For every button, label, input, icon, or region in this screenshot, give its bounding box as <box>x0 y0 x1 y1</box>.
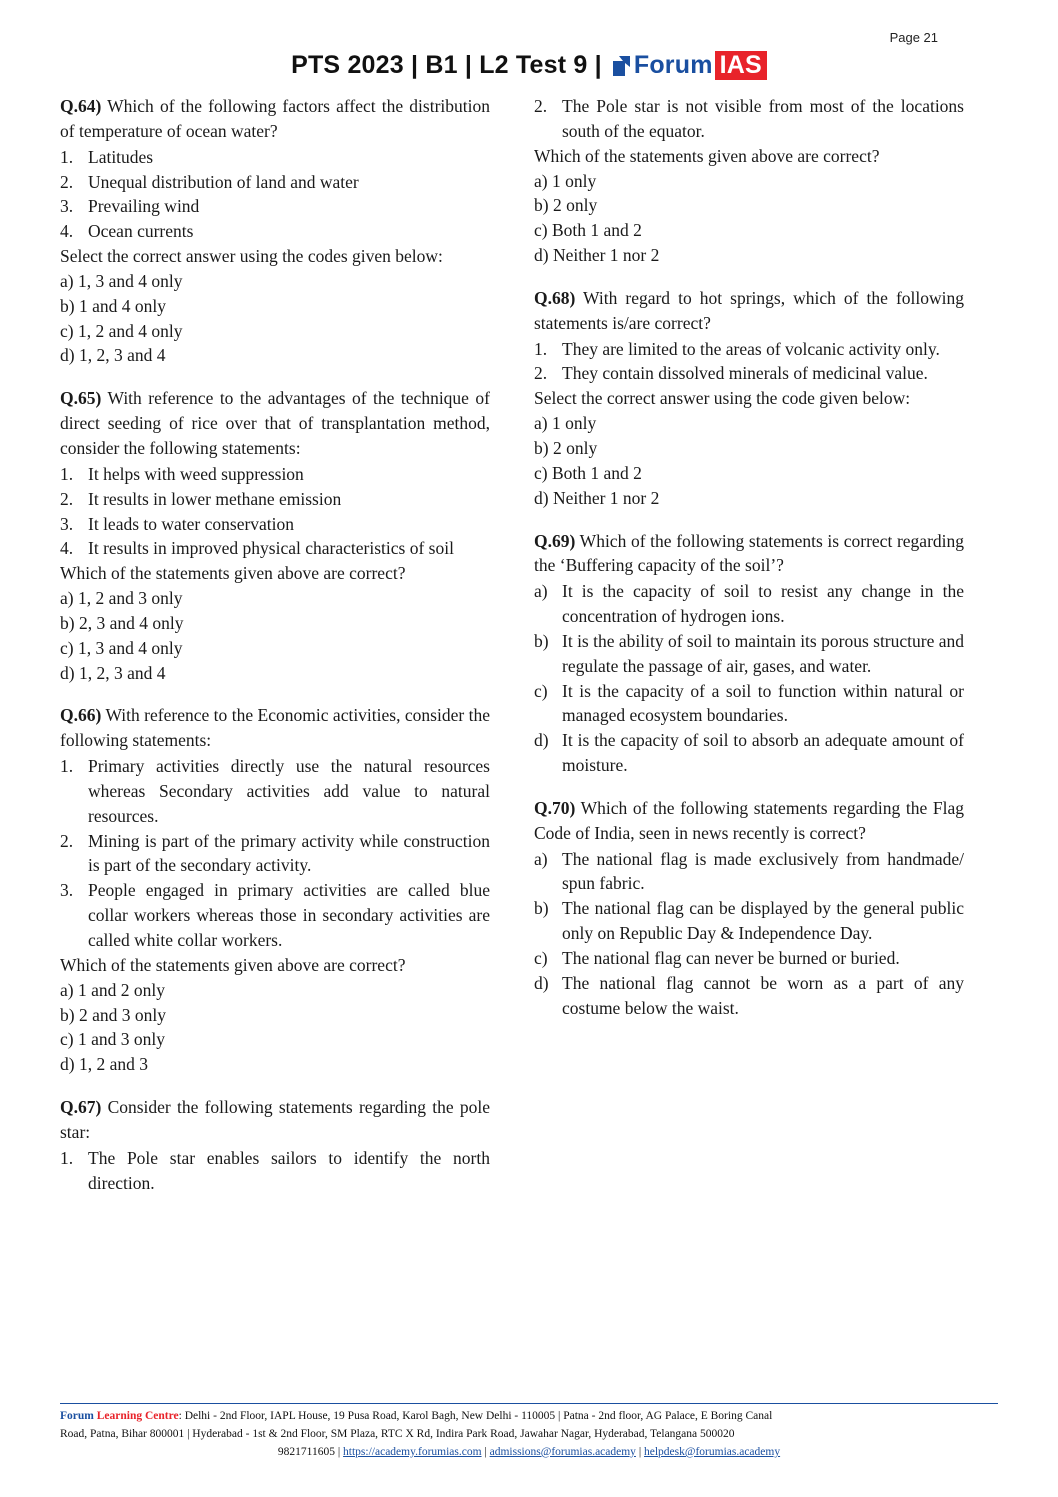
option-marker: b) <box>534 898 549 919</box>
question-stem <box>60 1095 490 1145</box>
footer-brand-learning-centre: Learning Centre <box>96 1410 179 1423</box>
statement-item <box>60 219 490 244</box>
option-item[interactable] <box>60 1003 490 1028</box>
question-lead-in: Select the correct answer using the codes given below: <box>60 246 443 267</box>
option-marker: b) <box>534 437 549 458</box>
statement-marker: 1. <box>534 338 548 359</box>
statement-item <box>60 194 490 219</box>
statement-text: They contain dissolved minerals of medicinal value. <box>562 363 928 384</box>
option-item[interactable] <box>534 461 964 486</box>
option-item[interactable] <box>60 978 490 1003</box>
option-text: It is the capacity of a soil to function within natural or managed ecosystem boundaries. <box>562 680 964 726</box>
option-marker: a) <box>534 413 548 434</box>
option-text: The national flag is made exclusively from handmade/ spun fabric. <box>562 848 964 894</box>
option-marker: c) <box>534 680 548 701</box>
option-text: 1 and 3 only <box>77 1029 165 1050</box>
option-item[interactable] <box>534 896 964 946</box>
option-marker: b) <box>60 295 75 316</box>
statement-item <box>60 170 490 195</box>
question-stem-text: Which of the following statements regarding the Flag Code of India, seen in news recently is correct? <box>534 797 965 843</box>
question-stem-text: Which of the following factors affect the distribution of temperature of ocean water? <box>60 96 490 141</box>
forumias-logo <box>610 51 767 80</box>
question-block <box>60 1095 490 1195</box>
option-item[interactable] <box>534 411 964 436</box>
statement-text: The Pole star enables sailors to identify the north direction. <box>88 1147 490 1193</box>
option-list <box>534 847 964 1021</box>
option-text: The national flag can never be burned or buried. <box>562 948 900 968</box>
option-marker: d) <box>60 1054 75 1075</box>
option-item[interactable] <box>534 436 964 461</box>
option-text: 1, 2, 3 and 4 <box>78 345 166 366</box>
option-text: 1, 2 and 3 only <box>77 588 183 609</box>
question-block <box>60 94 490 368</box>
option-item[interactable] <box>534 679 964 729</box>
page-header <box>60 51 998 80</box>
option-text: 1 only <box>551 413 597 434</box>
statement-item <box>60 754 490 829</box>
option-list <box>60 586 490 685</box>
footer-separator-2: | <box>484 1445 487 1458</box>
option-text: 1, 2 and 3 <box>78 1054 148 1075</box>
statement-marker: 3. <box>60 196 74 217</box>
option-marker: d) <box>534 972 549 993</box>
option-item[interactable] <box>60 661 490 686</box>
option-marker: c) <box>60 320 74 341</box>
option-list <box>534 579 964 778</box>
footer-phone: 9821711605 <box>277 1445 335 1458</box>
option-text: 1, 3 and 4 only <box>77 637 183 658</box>
option-item[interactable] <box>534 193 964 218</box>
statement-item <box>534 337 964 362</box>
question-number: Q.66) <box>60 705 102 726</box>
statement-item <box>60 829 490 879</box>
option-marker: a) <box>60 270 74 291</box>
statement-text: It leads to water conservation <box>88 513 295 534</box>
question-stem <box>534 286 964 336</box>
statement-item <box>60 878 490 953</box>
option-text: Both 1 and 2 <box>551 462 642 483</box>
statement-marker: 1. <box>60 146 74 167</box>
statement-marker: 4. <box>60 221 74 242</box>
option-marker: c) <box>534 220 548 241</box>
option-item[interactable] <box>60 269 490 294</box>
option-marker: d) <box>60 345 75 366</box>
statement-list <box>534 337 964 387</box>
question-block <box>534 796 964 1021</box>
question-stem <box>534 529 964 579</box>
option-item[interactable] <box>534 629 964 679</box>
statement-list <box>60 462 490 561</box>
question-lead-in: Select the correct answer using the code given below: <box>534 388 911 409</box>
option-text: 1, 2 and 4 only <box>77 320 183 341</box>
left-column <box>60 94 490 1213</box>
option-text: It is the ability of soil to maintain its porous structure and regulate the passage of air, gases, and water. <box>562 630 964 676</box>
option-text: The national flag cannot be worn as a part of any costume below the waist. <box>562 972 964 1018</box>
option-item[interactable] <box>60 1052 490 1077</box>
logo-forum-text: Forum <box>633 51 713 79</box>
arrow-icon <box>610 54 632 78</box>
statement-text: It results in improved physical characteristics of soil <box>88 538 454 559</box>
statement-marker: 1. <box>60 1147 74 1168</box>
option-list <box>534 169 964 268</box>
page-footer <box>60 1403 998 1461</box>
statement-marker: 2. <box>60 488 74 509</box>
question-stem <box>534 796 964 846</box>
statement-marker: 2. <box>534 96 548 116</box>
footer-colon: : <box>178 1410 182 1423</box>
right-column <box>534 94 964 1213</box>
option-item[interactable] <box>60 319 490 344</box>
statement-text: Latitudes <box>88 146 154 167</box>
footer-separator-3: | <box>638 1445 642 1458</box>
option-text: 1 only <box>551 170 597 191</box>
option-item[interactable] <box>60 343 490 368</box>
option-marker: c) <box>60 1029 74 1050</box>
statement-item <box>60 487 490 512</box>
option-text: Neither 1 nor 2 <box>552 487 660 508</box>
statement-item <box>60 1146 490 1196</box>
statement-marker: 4. <box>60 538 74 559</box>
statement-list <box>60 145 490 244</box>
option-marker: c) <box>534 462 548 483</box>
question-number: Q.65) <box>60 388 102 409</box>
question-stem-text: With reference to the advantages of the technique of direct seeding of rice over that of transplantation method, consider the following statements: <box>60 388 491 458</box>
question-lead-in: Which of the statements given above are correct? <box>534 145 880 166</box>
option-marker: a) <box>534 848 548 869</box>
question-number: Q.69) <box>534 530 576 551</box>
header-title-text: PTS 2023 | B1 | L2 Test 9 | <box>291 51 602 79</box>
statement-marker: 3. <box>60 880 74 901</box>
question-stem <box>60 94 490 144</box>
option-marker: b) <box>60 612 75 633</box>
statement-marker: 3. <box>60 513 74 534</box>
statement-item <box>60 145 490 170</box>
option-item[interactable] <box>60 611 490 636</box>
logo-ias-text: IAS <box>715 51 767 80</box>
option-text: 2 and 3 only <box>78 1004 166 1025</box>
statement-list <box>60 754 490 953</box>
option-item[interactable] <box>534 847 964 897</box>
option-marker: d) <box>534 487 549 508</box>
option-list <box>60 269 490 368</box>
question-block <box>534 94 964 268</box>
option-marker: a) <box>534 170 548 191</box>
option-text: It is the capacity of soil to absorb an adequate amount of moisture. <box>562 730 964 776</box>
question-number: Q.67) <box>60 1097 102 1118</box>
option-marker: b) <box>60 1004 75 1025</box>
option-item[interactable] <box>60 294 490 319</box>
statement-text: Unequal distribution of land and water <box>88 171 359 192</box>
statement-marker: 2. <box>60 171 74 192</box>
statement-text: Primary activities directly use the natural resources whereas Secondary activities add value to natural resources. <box>88 756 490 826</box>
option-text: 1, 3 and 4 only <box>77 270 183 291</box>
statement-text: It results in lower methane emission <box>88 488 342 509</box>
question-stem-text: With reference to the Economic activities, consider the following statements: <box>60 705 491 751</box>
option-text: 2, 3 and 4 only <box>78 612 184 633</box>
question-stem-text: Which of the following statements is correct regarding the ‘Buffering capacity of the soil’? <box>534 530 965 576</box>
statement-item <box>60 462 490 487</box>
option-text: It is the capacity of soil to resist any change in the concentration of hydrogen ions. <box>562 581 964 627</box>
statement-text: Mining is part of the primary activity while construction is part of the secondary activity. <box>88 830 490 876</box>
question-block <box>534 286 964 511</box>
statement-item <box>60 512 490 537</box>
option-text: 1, 2, 3 and 4 <box>78 662 166 683</box>
statement-item <box>534 361 964 386</box>
statement-list <box>60 1146 490 1196</box>
statement-text: It helps with weed suppression <box>88 463 304 484</box>
footer-brand-forum: Forum <box>60 1410 94 1423</box>
option-item[interactable] <box>534 728 964 778</box>
statement-marker: 1. <box>60 463 74 484</box>
statement-text: People engaged in primary activities are called blue collar workers whereas those in secondary activities are called white collar workers. <box>88 880 490 950</box>
footer-email-helpdesk[interactable]: helpdesk@forumias.academy <box>644 1445 781 1458</box>
question-stem <box>60 703 490 753</box>
option-text: 2 only <box>552 437 598 458</box>
statement-text: Ocean currents <box>88 221 194 242</box>
question-block <box>60 386 490 685</box>
option-item[interactable] <box>534 579 964 629</box>
question-stem-text: Consider the following statements regarding the pole star: <box>60 1097 490 1142</box>
statement-item <box>60 536 490 561</box>
question-lead-in: Which of the statements given above are correct? <box>60 563 406 584</box>
option-text: The national flag can be displayed by the general public only on Republic Day & Independence Day. <box>562 898 964 944</box>
statement-list <box>534 94 964 144</box>
footer-website-link[interactable]: https://academy.forumias.com <box>343 1445 482 1458</box>
option-marker: d) <box>534 730 549 751</box>
option-marker: d) <box>534 245 549 266</box>
option-marker: a) <box>60 979 74 1000</box>
option-list <box>60 978 490 1077</box>
statement-text: They are limited to the areas of volcanic activity only. <box>562 338 940 359</box>
option-text: 1 and 2 only <box>77 979 165 1000</box>
option-item[interactable] <box>534 243 964 268</box>
statement-text: Prevailing wind <box>88 196 200 217</box>
option-marker: c) <box>60 637 74 658</box>
option-marker: d) <box>60 662 75 683</box>
statement-text: The Pole star is not visible from most of the locations south of the equator. <box>562 96 964 141</box>
statement-marker: 2. <box>60 830 74 851</box>
footer-address-line1: Delhi - 2nd Floor, IAPL House, 19 Pusa Road, Karol Bagh, New Delhi - 110005 | Patna - 2nd floor, AG Palace, E Boring Canal <box>184 1410 773 1423</box>
statement-item <box>534 94 964 144</box>
question-stem-text: With regard to hot springs, which of the following statements is/are correct? <box>534 287 964 333</box>
option-item[interactable] <box>60 636 490 661</box>
footer-address-line2: Road, Patna, Bihar 800001 | Hyderabad - 1st & 2nd Floor, SM Plaza, RTC X Rd, Indira Park Road, Jawahar Nagar, Hyderabad, Telangana 500020 <box>60 1427 735 1440</box>
statement-marker: 1. <box>60 756 74 777</box>
option-item[interactable] <box>534 486 964 511</box>
option-marker: a) <box>60 588 74 609</box>
content-columns <box>60 94 998 1213</box>
question-number: Q.64) <box>60 96 102 116</box>
option-marker: b) <box>534 195 549 216</box>
option-text: Neither 1 nor 2 <box>552 245 660 266</box>
footer-separator-1: | <box>337 1445 341 1458</box>
statement-marker: 2. <box>534 363 548 384</box>
question-number: Q.70) <box>534 797 576 818</box>
question-lead-in: Which of the statements given above are correct? <box>60 954 406 975</box>
option-list <box>534 411 964 510</box>
option-item[interactable] <box>60 1027 490 1052</box>
page-number: Page 21 <box>889 30 938 45</box>
option-item[interactable] <box>534 169 964 194</box>
option-item[interactable] <box>534 218 964 243</box>
option-item[interactable] <box>60 586 490 611</box>
option-item[interactable] <box>534 946 964 971</box>
question-block <box>534 529 964 778</box>
option-marker: c) <box>534 948 548 968</box>
option-text: 1 and 4 only <box>78 295 166 316</box>
option-item[interactable] <box>534 971 964 1021</box>
option-text: 2 only <box>552 195 598 216</box>
question-stem <box>60 386 490 461</box>
footer-email-admissions[interactable]: admissions@forumias.academy <box>489 1445 636 1458</box>
option-marker: a) <box>534 581 548 602</box>
question-number: Q.68) <box>534 287 576 308</box>
question-block <box>60 703 490 1077</box>
option-text: Both 1 and 2 <box>551 220 642 241</box>
option-marker: b) <box>534 630 549 651</box>
